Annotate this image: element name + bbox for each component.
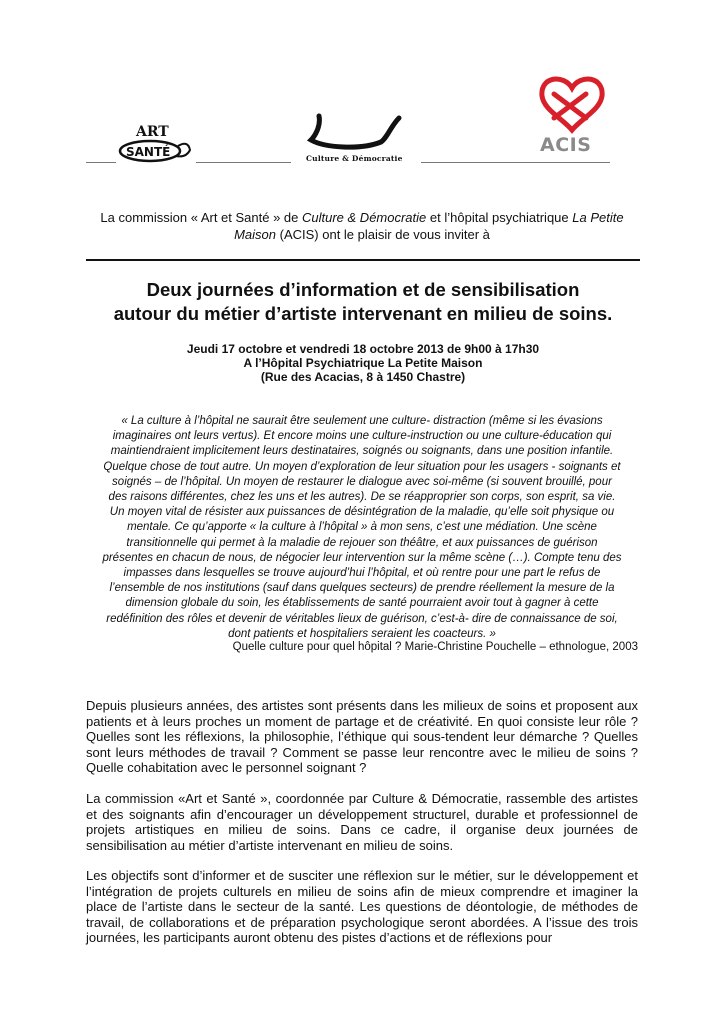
intro-text-3: et l’hôpital psychiatrique: [426, 210, 573, 225]
culture-democratie-logo: [291, 112, 421, 166]
quote-line: l’ensemble de nos institutions (sauf dans quelques secteurs) de prendre réellement la mesure de la: [109, 582, 615, 595]
quote-block: [86, 414, 638, 642]
title-line-2: autour du métier d’artiste intervenant en milieu de soins.: [113, 303, 613, 324]
intro-paragraph: [86, 209, 638, 243]
document-title: [86, 278, 640, 326]
intro-text-2: Culture & Démocratie: [302, 210, 427, 225]
quote-line: dimension globale du soin, les établissements de santé pourraient avoir tout à gagner à cette: [125, 597, 599, 610]
quote-line: dont patients et hospitaliers seraient les coacteurs. »: [228, 627, 496, 640]
quote-line: mentale. Ce qu’apporte « la culture à l’hôpital » à mon sens, c’est une médiation. Une scène: [127, 521, 597, 534]
art-sante-logo: [116, 120, 196, 164]
art-sante-logo-text-sante: SANTÉ: [126, 145, 171, 159]
quote-line: Quelque chose de tout autre. Un moyen d’exploration de leur situation pour les usagers - soignants et: [103, 460, 621, 473]
art-sante-logo-text-art: ART: [136, 124, 169, 140]
quote-line: maintiendraient implicitement leurs destinataires, soignés ou soignants, dans une position infantile.: [110, 445, 614, 458]
quote-line: soignés – de l’hôpital. Un moyen de restaurer le dialogue avec soi-même (si souvent brouillé, pour: [112, 475, 612, 488]
acis-heart-icon: [534, 74, 610, 134]
section-divider: [86, 259, 640, 261]
letterhead: [86, 74, 610, 166]
quote-source: Quelle culture pour quel hôpital ? Marie-Christine Pouchelle – ethnologue, 2003: [232, 641, 638, 653]
intro-text-5: (ACIS) ont le plaisir de vous inviter à: [276, 227, 490, 242]
acis-logo-text: ACIS: [540, 134, 592, 156]
quote-line: transitionnelle qui permet à la maladie de rejouer son théâtre, et aux puissances de guérison: [126, 536, 598, 549]
event-address: (Rue des Acacias, 8 à 1450 Chastre): [260, 370, 466, 384]
culture-democratie-logo-icon: [291, 112, 421, 152]
quote-line: « La culture à l’hôpital ne saurait être seulement une culture- distraction (même si les évasions: [121, 415, 603, 427]
event-date: Jeudi 17 octobre et vendredi 18 octobre 2013 de 9h00 à 17h30: [186, 342, 540, 356]
title-line-1: Deux journées d’information et de sensibilisation: [146, 279, 580, 300]
body-paragraph-2: La commission «Art et Santé », coordonnée par Culture & Démocratie, rassemble des artistes et des soignants afin d’encourager un développement structurel, durable et professionnel de projets artistiques en milieu de soins. Dans ce cadre, il organise deux journées de sensibilisation au métier d’artiste intervenant en milieu de soins.: [86, 791, 638, 853]
event-details: [86, 342, 640, 384]
event-venue: A l’Hôpital Psychiatrique La Petite Maison: [243, 356, 483, 370]
quote-line: des raisons différentes, chez les uns et les autres). De se réapproprier son corps, son esprit, sa vie.: [108, 491, 616, 504]
acis-logo: [534, 74, 610, 160]
quote-line: impasses dans lesquelles se trouve aujourd’hui l’hôpital, et où rentre pour une part le refus de: [123, 567, 601, 580]
quote-line: Un moyen vital de résister aux puissances de désintégration de la maladie, qu’elle soit physique ou: [109, 506, 615, 519]
body-paragraph-3: Les objectifs sont d’informer et de susciter une réflexion sur le métier, sur le développement et l’intégration de projets culturels en milieu de soins afin de mieux comprendre et imaginer la place de l’artiste dans le secteur de la santé. Les questions de déontologie, de méthodes de travail, de collaborations et de préparation psychologique seront abordées. A l’issue des trois journées, les participants auront obtenu des pistes d’actions et de réflexions pour: [86, 868, 638, 945]
art-sante-logo-icon: [116, 120, 196, 164]
intro-text-4: La Petite Maison: [234, 210, 624, 242]
intro-text-1: La commission « Art et Santé » de: [100, 210, 302, 225]
body-paragraph-1: Depuis plusieurs années, des artistes sont présents dans les milieux de soins et proposent aux patients et à leurs proches un moment de partage et de créativité. En quoi consiste leur rôle ? Quelles sont les réflexions, la philosophie, l’éthique qui sous-tendent leur démarche ? Quelles sont leurs méthodes de travail ? Comment se passe leur rencontre avec le milieu de soins ? Quelle cohabitation avec le personnel soignant ?: [86, 698, 638, 775]
quote-line: redéfinition des rôles et devenir de véritables lieux de guérison, c’est-à- dire de connaissance de soi,: [106, 612, 618, 625]
culture-democratie-logo-text: Culture & Démocratie: [306, 154, 403, 163]
quote-line: présentes en chacun de nous, de négocier leur intervention sur la même scène (…). Compte tenu des: [102, 551, 622, 564]
quote-line: imaginaires ont leurs vertus). Et encore moins une culture-instruction ou une culture-éducation qui: [112, 430, 612, 443]
